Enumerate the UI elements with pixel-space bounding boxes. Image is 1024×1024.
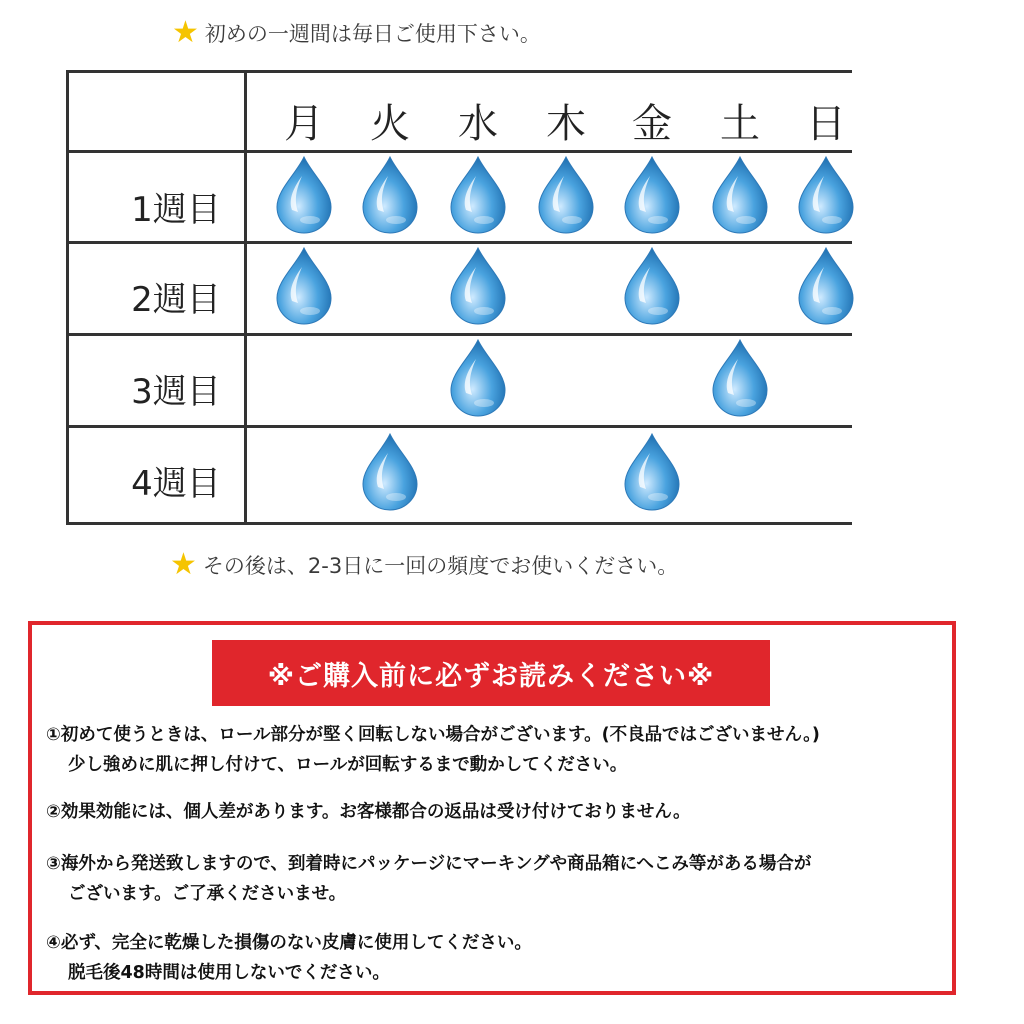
star-icon: ★ [172, 15, 199, 50]
table-divider [66, 150, 852, 153]
note-daily-use-text: 初めの一週間は毎日ご使用下さい。 [204, 22, 541, 46]
caution-item-3-line-2: ございます。ご了承くださいませ。 [68, 884, 347, 904]
water-drop-icon [622, 431, 682, 511]
day-header-sat: 土 [720, 101, 760, 147]
caution-item-1-line-1: ①初めて使うときは、ロール部分が堅く回転しない場合がございます。(不良品ではございません。) [46, 725, 820, 745]
week-label-4: 4週目 [131, 464, 221, 504]
day-header-sun: 日 [806, 101, 846, 147]
water-drop-icon [796, 245, 856, 325]
caution-item-1-line-2: 少し強めに肌に押し付けて、ロールが回転するまで動かしてください。 [68, 755, 628, 775]
table-divider [66, 425, 852, 428]
day-header-tue: 火 [370, 101, 410, 147]
water-drop-icon [622, 245, 682, 325]
water-drop-icon [536, 154, 596, 234]
water-drop-icon [622, 154, 682, 234]
table-border-bottom [66, 522, 852, 525]
water-drop-icon [274, 154, 334, 234]
star-icon: ★ [170, 547, 197, 582]
table-border-left [66, 70, 69, 525]
caution-item-4-line-2: 脱毛後48時間は使用しないでください。 [68, 963, 390, 983]
caution-item-4-line-1: ④必ず、完全に乾燥した損傷のない皮膚に使用してください。 [46, 933, 532, 953]
caution-item-4 [46, 928, 946, 988]
note-daily-use [172, 15, 541, 50]
table-divider [66, 333, 852, 336]
table-divider [66, 241, 852, 244]
caution-item-1 [46, 720, 946, 780]
note-after-first-week [170, 547, 679, 582]
day-header-thu: 木 [546, 101, 586, 147]
caution-item-2 [46, 797, 946, 827]
week-label-2: 2週目 [131, 280, 221, 320]
note-after-first-week-text: その後は、2-3日に一回の頻度でお使いください。 [202, 554, 679, 578]
caution-item-3 [46, 849, 946, 909]
day-header-fri: 金 [632, 101, 672, 147]
caution-box [28, 621, 956, 995]
caution-item-3-line-1: ③海外から発送致しますので、到着時にパッケージにマーキングや商品箱にへこみ等がある場合が [46, 854, 812, 874]
table-border-top [66, 70, 852, 73]
water-drop-icon [448, 245, 508, 325]
usage-schedule-table [66, 70, 852, 528]
water-drop-icon [710, 154, 770, 234]
water-drop-icon [448, 154, 508, 234]
water-drop-icon [274, 245, 334, 325]
day-header-mon: 月 [284, 101, 324, 147]
caution-item-2-line-1: ②効果効能には、個人差があります。お客様都合の返品は受け付けておりません。 [46, 802, 691, 822]
week-label-3: 3週目 [131, 372, 221, 412]
water-drop-icon [360, 154, 420, 234]
water-drop-icon [448, 337, 508, 417]
water-drop-icon [796, 154, 856, 234]
water-drop-icon [710, 337, 770, 417]
water-drop-icon [360, 431, 420, 511]
week-label-1: 1週目 [131, 190, 221, 230]
caution-title: ※ご購入前に必ずお読みください※ [212, 640, 770, 706]
day-header-wed: 水 [458, 101, 498, 147]
